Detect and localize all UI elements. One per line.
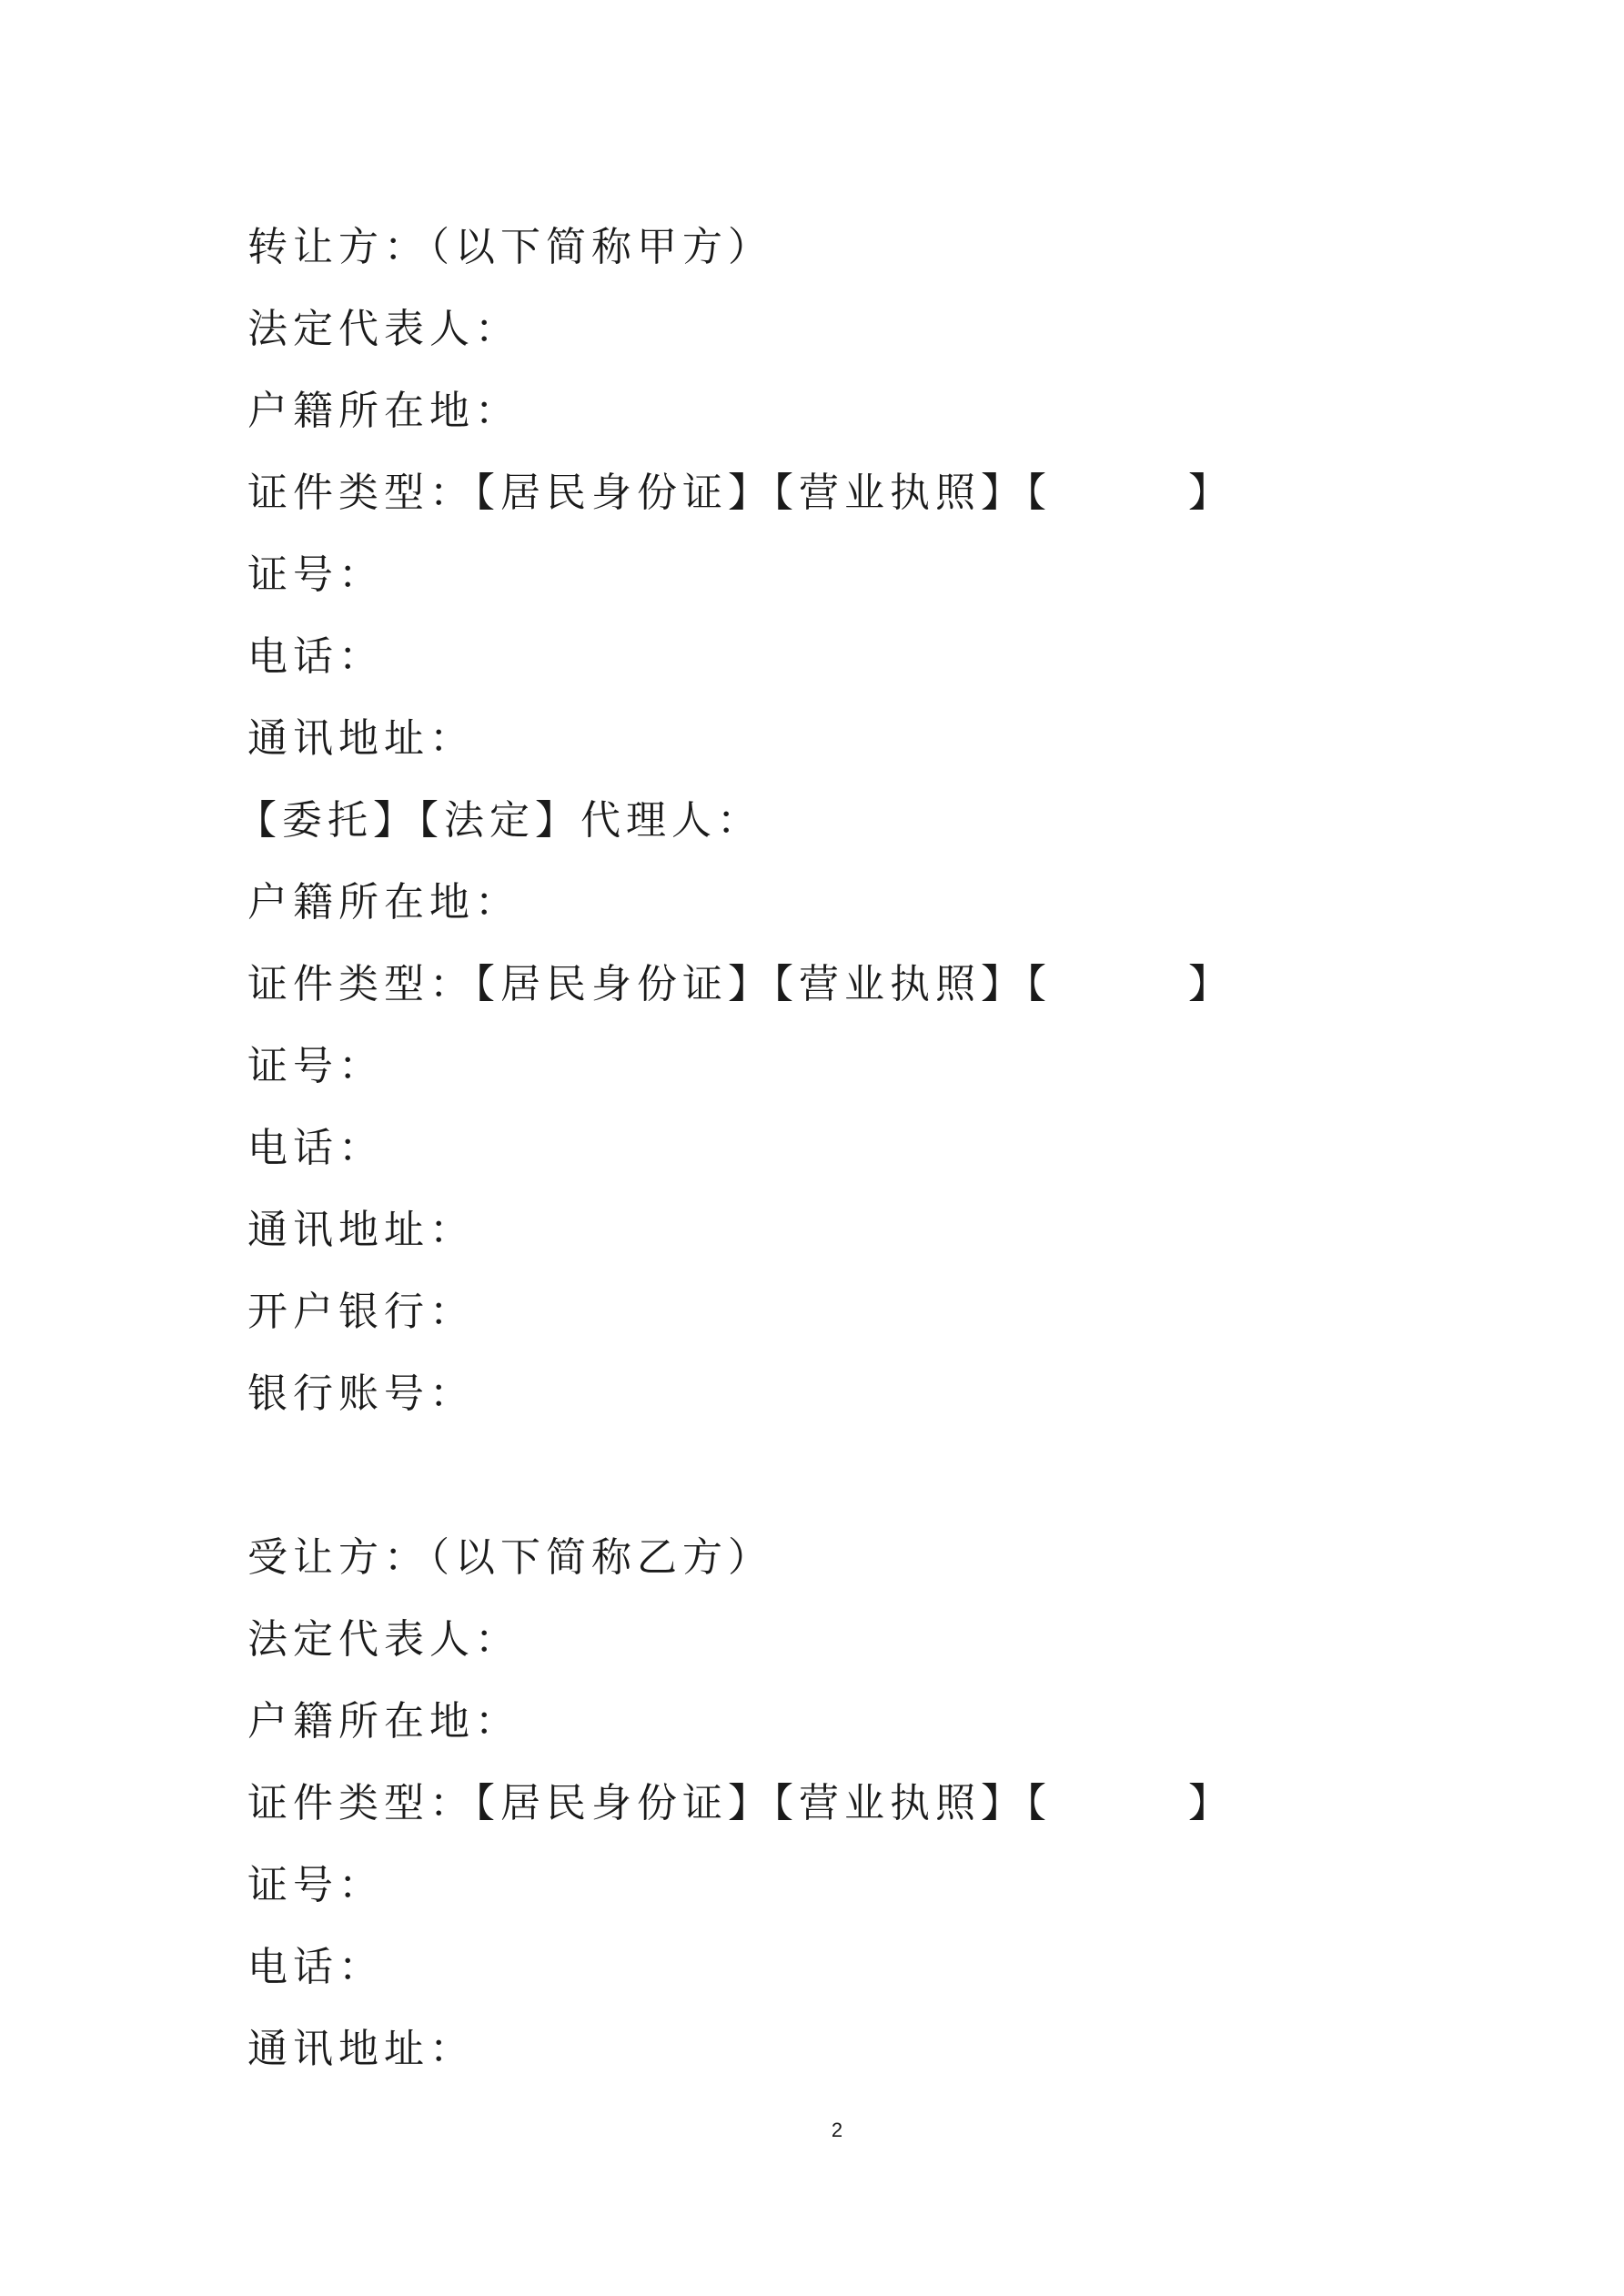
transferor-domicile-field: 户籍所在地： [247, 388, 520, 434]
agent-bank-field: 开户银行： [247, 1289, 475, 1335]
transferee-legal-rep-field: 法定代表人： [247, 1616, 520, 1663]
transferee-address-field: 通讯地址： [247, 2026, 475, 2072]
transferee-phone-field: 电话： [247, 1944, 384, 1990]
agent-id-type-suffix: 】 [1188, 961, 1234, 1007]
transferor-phone-field: 电话： [247, 633, 384, 680]
transferee-domicile-field: 户籍所在地： [247, 1698, 520, 1745]
transferee-heading: 受让方：（以下简称乙方） [247, 1534, 773, 1581]
agent-id-type-prefix: 证件类型：【居民身份证】【营业执照】【 [247, 961, 1052, 1007]
agent-id-no-field: 证号： [247, 1043, 384, 1089]
transferor-id-type-prefix: 证件类型：【居民身份证】【营业执照】【 [247, 470, 1052, 516]
transferee-id-no-field: 证号： [247, 1862, 384, 1908]
transferor-id-type-field [247, 466, 1234, 521]
transferor-address-field: 通讯地址： [247, 715, 475, 762]
transferor-legal-rep-field: 法定代表人： [247, 306, 520, 352]
transferee-id-type-suffix: 】 [1188, 1780, 1234, 1826]
agent-domicile-field: 户籍所在地： [247, 879, 520, 925]
agent-address-field: 通讯地址： [247, 1207, 475, 1253]
transferee-id-type-field [247, 1776, 1234, 1831]
page-number: 2 [831, 2119, 843, 2141]
transferor-heading: 转让方：（以下简称甲方） [247, 224, 773, 270]
agent-id-type-field [247, 957, 1234, 1012]
transferee-id-type-prefix: 证件类型：【居民身份证】【营业执照】【 [247, 1780, 1052, 1826]
transferor-id-no-field: 证号： [247, 551, 384, 598]
transferor-id-type-suffix: 】 [1188, 470, 1234, 516]
agent-account-field: 银行账号： [247, 1371, 475, 1417]
agent-phone-field: 电话： [247, 1125, 384, 1171]
agent-heading: 【委托】【法定】代理人： [237, 797, 762, 844]
